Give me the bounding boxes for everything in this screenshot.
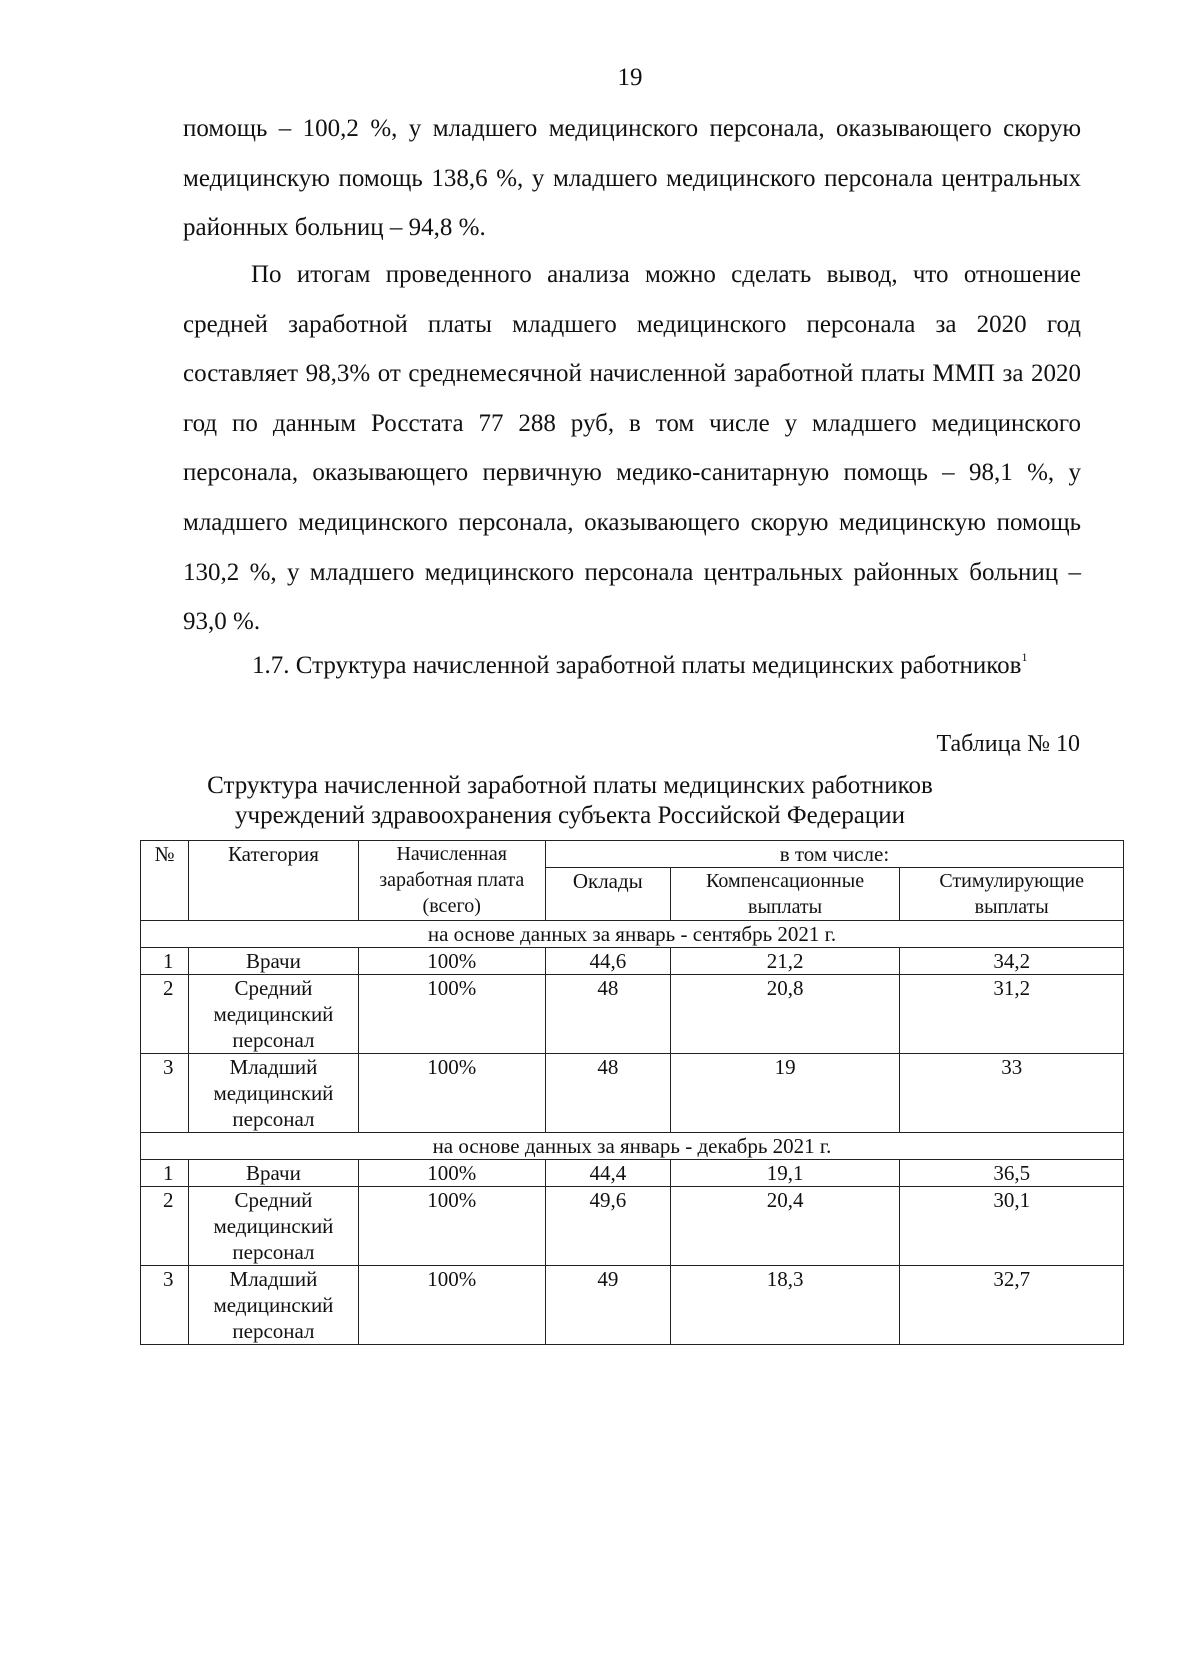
cell-total: 100% <box>358 1054 545 1133</box>
cell-category: Средний медицинский персонал <box>189 975 358 1054</box>
cell-compensation: 20,8 <box>670 975 900 1054</box>
cell-total: 100% <box>358 948 545 975</box>
cell-total: 100% <box>358 1266 545 1345</box>
table-row <box>141 1266 1124 1345</box>
table-title <box>140 771 1000 831</box>
cell-compensation: 18,3 <box>670 1266 900 1345</box>
cell-oklad: 49 <box>545 1266 670 1345</box>
paragraph-continuation: помощь – 100,2 %, у младшего медицинского персонала, оказывающего скорую медицинскую помощь 138,6 %, у младшего медицинского персонала центральных районных больниц – 94,8 %. <box>183 115 1081 242</box>
cell-stimulating: 36,5 <box>900 1160 1124 1187</box>
table-row <box>141 1187 1124 1266</box>
cell-total: 100% <box>358 1160 545 1187</box>
cell-category: Младший медицинский персонал <box>189 1266 358 1345</box>
cell-category: Средний медицинский персонал <box>189 1187 358 1266</box>
table-title-line-1: Структура начисленной заработной платы медицинских работников <box>207 772 933 799</box>
header-total: Начисленная заработная плата (всего) <box>358 841 545 921</box>
cell-oklad: 44,6 <box>545 948 670 975</box>
cell-oklad: 49,6 <box>545 1187 670 1266</box>
cell-category: Врачи <box>189 948 358 975</box>
period-row <box>141 1133 1124 1160</box>
cell-category: Врачи <box>189 1160 358 1187</box>
cell-oklad: 48 <box>545 1054 670 1133</box>
cell-num: 1 <box>141 948 189 975</box>
cell-num: 2 <box>141 1187 189 1266</box>
section-heading <box>252 637 1112 686</box>
section-heading-text: 1.7. Структура начисленной заработной платы медицинских работников <box>252 652 1022 679</box>
period-label: на основе данных за январь - декабрь 2021 г. <box>141 1133 1124 1160</box>
table-header-row <box>141 841 1124 868</box>
table-title-line-2: учреждений здравоохранения субъекта Российской Федерации <box>235 802 905 829</box>
header-oklad: Оклады <box>545 868 670 921</box>
cell-num: 2 <box>141 975 189 1054</box>
paragraph-conclusion: По итогам проведенного анализа можно сделать вывод, что отношение средней заработной платы младшего медицинского персонала за 2020 год составляет 98,3% от среднемесячной начисленной заработной платы ММП за 2020 год по данным Росстата 77 288 руб, в том числе у младшего медицинского персонала, оказывающего первичную медико-санитарную помощь – 98,1 %, у младшего медицинского персонала, оказывающего скорую медицинскую помощь 130,2 %, у младшего медицинского персонала центральных районных больниц – 93,0 %. <box>183 261 1081 636</box>
cell-stimulating: 32,7 <box>900 1266 1124 1345</box>
header-category: Категория <box>189 841 358 921</box>
header-including: в том числе: <box>545 841 1123 868</box>
cell-num: 3 <box>141 1266 189 1345</box>
table-number: Таблица № 10 <box>936 731 1080 757</box>
cell-num: 1 <box>141 1160 189 1187</box>
salary-structure-table <box>140 840 1124 1345</box>
cell-category: Младший медицинский персонал <box>189 1054 358 1133</box>
cell-compensation: 21,2 <box>670 948 900 975</box>
table-row <box>141 975 1124 1054</box>
table-row <box>141 1054 1124 1133</box>
cell-total: 100% <box>358 975 545 1054</box>
cell-stimulating: 31,2 <box>900 975 1124 1054</box>
footnote-mark: 1 <box>1021 650 1028 664</box>
period-row <box>141 921 1124 948</box>
table-row <box>141 948 1124 975</box>
cell-oklad: 48 <box>545 975 670 1054</box>
cell-stimulating: 33 <box>900 1054 1124 1133</box>
header-stimulating: Стимулирующие выплаты <box>900 868 1124 921</box>
cell-compensation: 20,4 <box>670 1187 900 1266</box>
header-compensation: Компенсационные выплаты <box>670 868 900 921</box>
cell-oklad: 44,4 <box>545 1160 670 1187</box>
cell-compensation: 19,1 <box>670 1160 900 1187</box>
cell-compensation: 19 <box>670 1054 900 1133</box>
table-row <box>141 1160 1124 1187</box>
cell-stimulating: 34,2 <box>900 948 1124 975</box>
cell-stimulating: 30,1 <box>900 1187 1124 1266</box>
page-number: 19 <box>617 64 643 91</box>
period-label: на основе данных за январь - сентябрь 2021 г. <box>141 921 1124 948</box>
header-num: № <box>141 841 189 921</box>
cell-total: 100% <box>358 1187 545 1266</box>
cell-num: 3 <box>141 1054 189 1133</box>
